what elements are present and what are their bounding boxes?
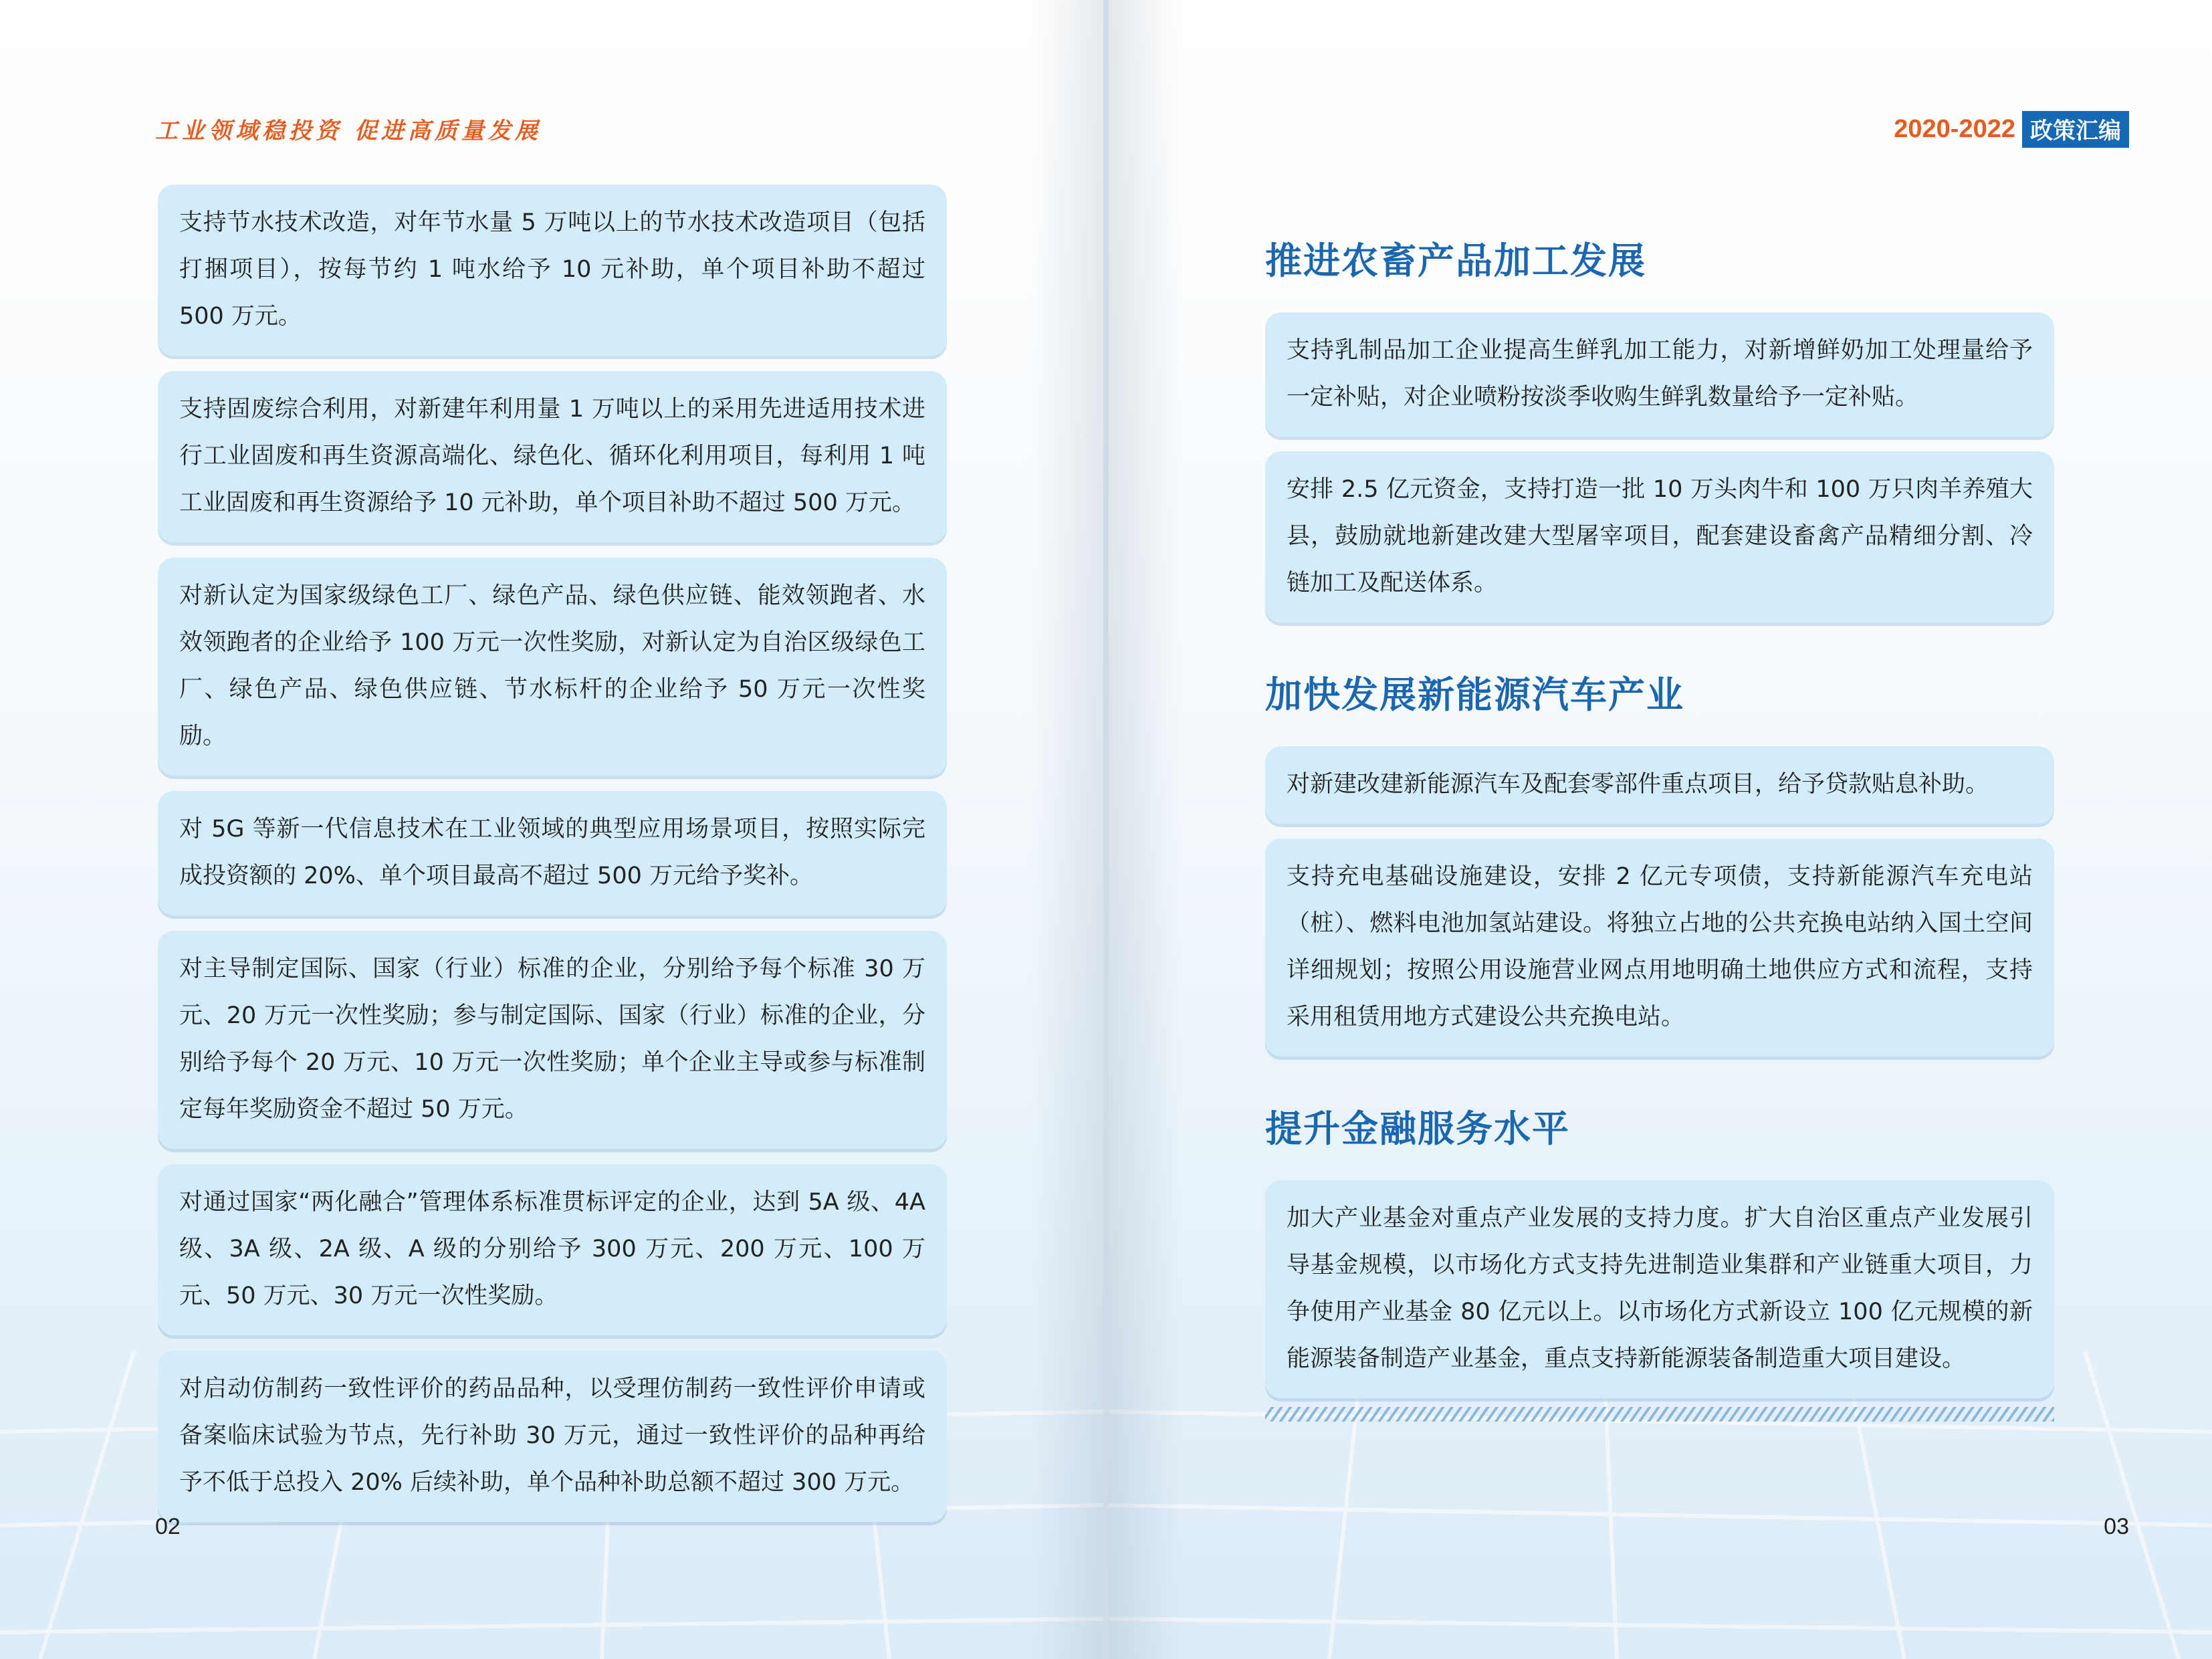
policy-card: 安排 2.5 亿元资金，支持打造一批 10 万头肉牛和 100 万只肉羊养殖大县，鼓励就地新建改建大型屠宰项目，配套建设畜禽产品精细分割、冷链加工及配送体系。 [1265, 451, 2054, 623]
policy-card: 对主导制定国际、国家（行业）标准的企业，分别给予每个标准 30 万元、20 万元一次性奖励；参与制定国际、国家（行业）标准的企业，分别给予每个 20 万元、10 万元一次性奖励；单个企业主导或参与标准制定每年奖励资金不超过 50 万元。 [158, 931, 947, 1149]
page-number: 03 [2104, 1514, 2129, 1539]
policy-card: 支持乳制品加工企业提高生鲜乳加工能力，对新增鲜奶加工处理量给予一定补贴，对企业喷粉按淡季收购生鲜乳数量给予一定补贴。 [1265, 312, 2054, 437]
left-card-stack [158, 185, 947, 1522]
publication-header [1894, 111, 2129, 148]
policy-card: 对启动仿制药一致性评价的药品品种，以受理仿制药一致性评价申请或备案临床试验为节点，先行补助 30 万元，通过一致性评价的品种再给予不低于总投入 20% 后续补助，单个品种补助总额不超过 300 万元。 [158, 1351, 947, 1522]
spine-shadow [1109, 0, 1182, 1659]
book-gutter [1103, 0, 1109, 1659]
section-heading: 加快发展新能源汽车产业 [1265, 673, 1685, 716]
left-page [0, 0, 1103, 1659]
policy-card: 对新建改建新能源汽车及配套零部件重点项目，给予贷款贴息补助。 [1265, 746, 2054, 824]
page-number: 02 [155, 1514, 181, 1539]
policy-tag: 政策汇编 [2022, 111, 2129, 148]
policy-card: 对新认定为国家级绿色工厂、绿色产品、绿色供应链、能效领跑者、水效领跑者的企业给予 100 万元一次性奖励，对新认定为自治区级绿色工厂、绿色产品、绿色供应链、节水标杆的企业给予 50 万元一次性奖励。 [158, 558, 947, 776]
running-title: 工业领域稳投资 促进高质量发展 [155, 118, 542, 144]
policy-card: 支持固废综合利用，对新建年利用量 1 万吨以上的采用先进适用技术进行工业固废和再生资源高端化、绿色化、循环化利用项目，每利用 1 吨工业固废和再生资源给予 10 元补助，单个项目补助不超过 500 万元。 [158, 371, 947, 542]
policy-card: 加大产业基金对重点产业发展的支持力度。扩大自治区重点产业发展引导基金规模，以市场化方式支持先进制造业集群和产业链重大项目，力争使用产业基金 80 亿元以上。以市场化方式新设立 100 亿元规模的新能源装备制造产业基金，重点支持新能源装备制造重大项目建设。 [1265, 1180, 2054, 1398]
spine-shadow [1030, 0, 1103, 1659]
policy-card: 支持节水技术改造，对年节水量 5 万吨以上的节水技术改造项目（包括打捆项目），按每节约 1 吨水给予 10 元补助，单个项目补助不超过 500 万元。 [158, 185, 947, 356]
section-heading: 提升金融服务水平 [1265, 1107, 1571, 1150]
policy-card: 对通过国家“两化融合”管理体系标准贯标评定的企业，达到 5A 级、4A 级、3A 级、2A 级、A 级的分别给予 300 万元、200 万元、100 万元、50 万元、30 万元一次性奖励。 [158, 1164, 947, 1335]
right-content [1265, 231, 2054, 1398]
policy-card: 对 5G 等新一代信息技术在工业领域的典型应用场景项目，按照实际完成投资额的 20%、单个项目最高不超过 500 万元给予奖补。 [158, 791, 947, 915]
decorative-stripe-divider [1265, 1407, 2054, 1422]
year-range: 2020-2022 [1894, 115, 2015, 143]
right-page [1109, 0, 2212, 1659]
policy-card: 支持充电基础设施建设，安排 2 亿元专项债，支持新能源汽车充电站（桩）、燃料电池加氢站建设。将独立占地的公共充换电站纳入国土空间详细规划；按照公用设施营业网点用地明确土地供应方式和流程，支持采用租赁用地方式建设公共充换电站。 [1265, 839, 2054, 1057]
section-heading: 推进农畜产品加工发展 [1265, 239, 1647, 282]
